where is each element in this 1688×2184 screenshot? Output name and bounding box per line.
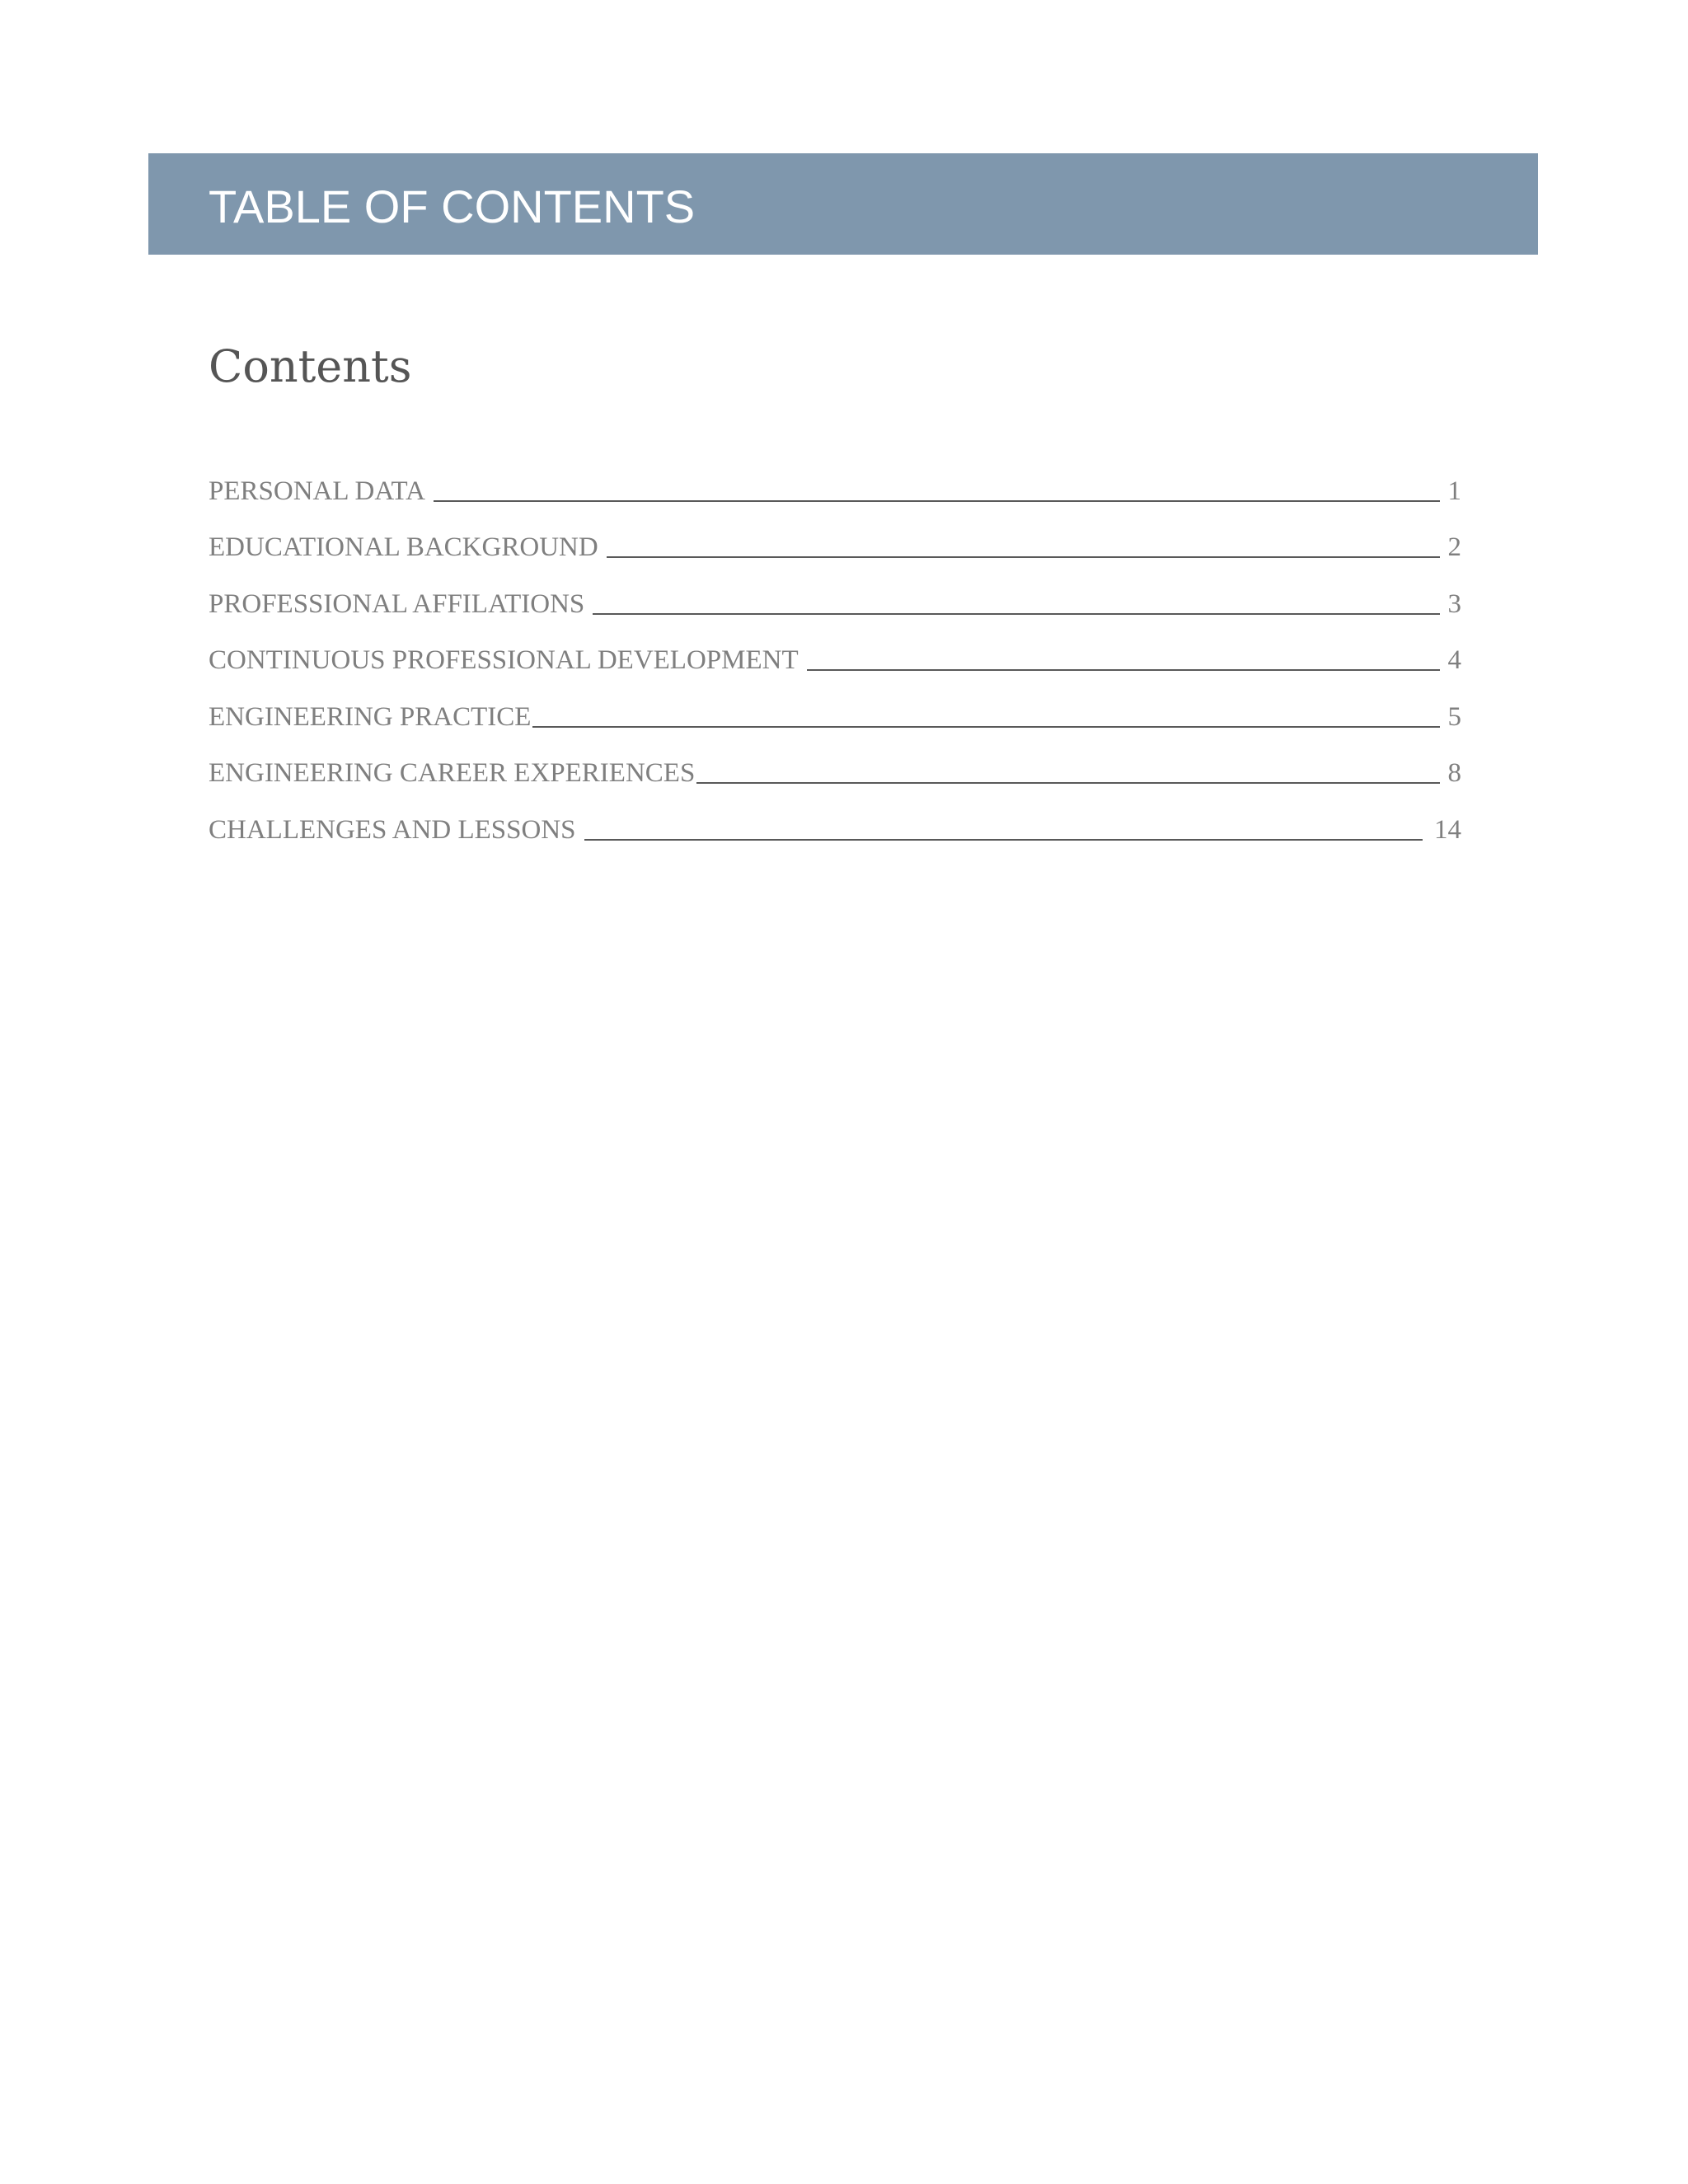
toc-entry-page: 3 (1447, 588, 1461, 619)
toc-leader-line (696, 782, 1440, 784)
contents-heading: Contents (209, 340, 412, 392)
toc-entry-label: EDUCATIONAL BACKGROUND (209, 532, 598, 562)
toc-entry-label: PROFESSIONAL AFFILATIONS (209, 588, 585, 619)
toc-entry-engineering-practice[interactable] (209, 677, 1461, 734)
toc-entry-professional-affilations[interactable] (209, 565, 1461, 621)
toc-entry-personal-data[interactable] (209, 452, 1461, 509)
toc-entry-challenges-and-lessons[interactable] (209, 790, 1461, 847)
toc-entry-page: 14 (1434, 814, 1461, 845)
toc-entry-label: PERSONAL DATA (209, 476, 425, 506)
toc-entry-page: 5 (1447, 701, 1461, 732)
toc-entry-label: CHALLENGES AND LESSONS (209, 814, 576, 845)
toc-entry-page: 2 (1447, 532, 1461, 562)
toc-entry-label: ENGINEERING CAREER EXPERIENCES (209, 758, 696, 788)
toc-entry-label: ENGINEERING PRACTICE (209, 701, 532, 732)
table-of-contents (209, 452, 1461, 847)
toc-entry-continuous-professional-development[interactable] (209, 621, 1461, 678)
toc-entry-page: 1 (1447, 476, 1461, 506)
toc-leader-line (434, 500, 1440, 502)
toc-leader-line (532, 726, 1440, 728)
toc-leader-line (593, 613, 1440, 615)
toc-entry-label: CONTINUOUS PROFESSIONAL DEVELOPMENT (209, 645, 799, 675)
toc-entry-engineering-career-experiences[interactable] (209, 734, 1461, 791)
banner-title: TABLE OF CONTENTS (209, 180, 696, 232)
toc-banner (148, 153, 1538, 255)
toc-entry-page: 8 (1447, 758, 1461, 788)
toc-leader-line (584, 839, 1423, 841)
toc-entry-educational-background[interactable] (209, 509, 1461, 565)
toc-entry-page: 4 (1447, 645, 1461, 675)
toc-leader-line (607, 556, 1440, 558)
toc-leader-line (807, 669, 1440, 671)
